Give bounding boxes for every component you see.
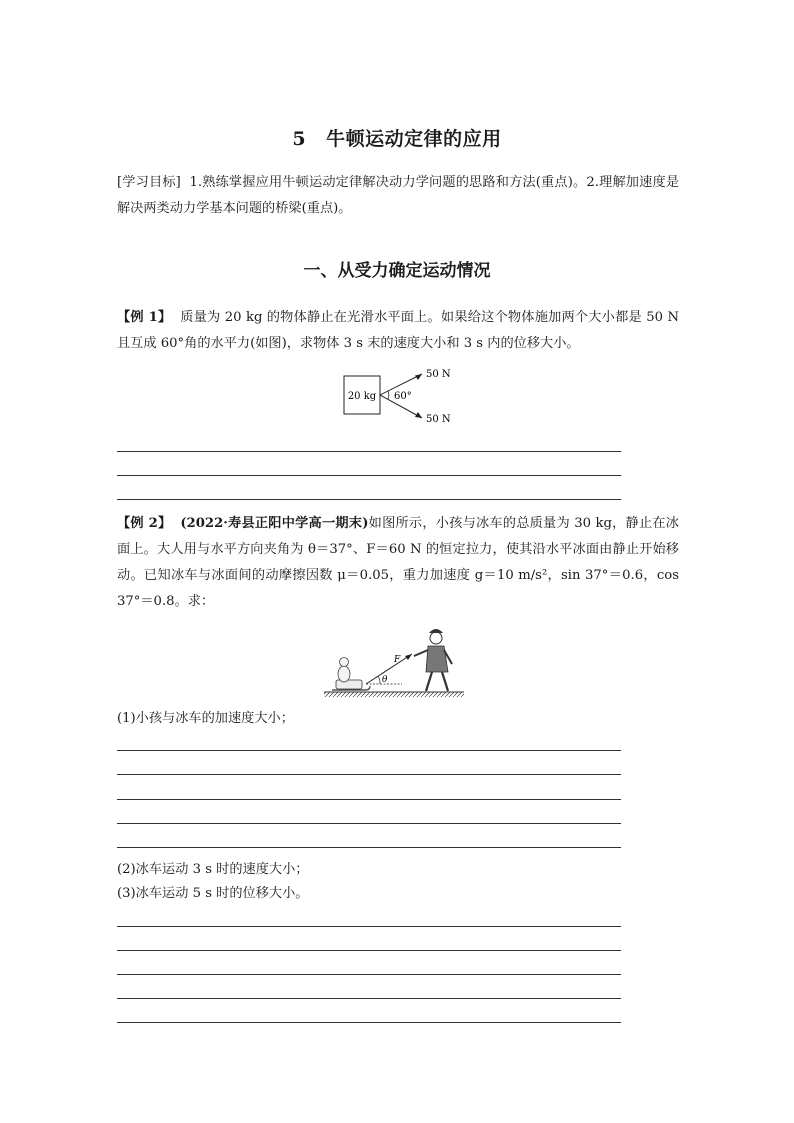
force-diagram <box>340 366 460 428</box>
question-2: (2)冰车运动 3 s 时的速度大小； <box>117 862 309 877</box>
arrowhead-top <box>415 374 422 380</box>
answer-line[interactable] <box>117 499 621 500</box>
pull-rope <box>366 654 412 684</box>
child-head <box>340 658 349 667</box>
adult-hat <box>429 629 443 633</box>
answer-line[interactable] <box>117 1022 621 1023</box>
page-title <box>0 124 794 151</box>
example-2-source: (2022·寿县正阳中学高一期末) <box>180 516 369 531</box>
answer-line[interactable] <box>117 998 621 999</box>
force-f-label: F <box>394 655 401 665</box>
answer-line[interactable] <box>117 799 621 800</box>
answer-line[interactable] <box>117 847 621 848</box>
section-title: 一、从受力确定运动情况 <box>303 261 491 281</box>
adult-head <box>430 632 442 644</box>
answer-line[interactable] <box>117 823 621 824</box>
mass-label: 20 kg <box>347 391 377 402</box>
objectives-tag: [学习目标] <box>117 175 181 190</box>
ice-ground <box>324 692 464 697</box>
lesson-title: 牛顿运动定律的应用 <box>326 128 502 150</box>
angle-arc <box>388 391 389 399</box>
example-1-tag: 【例 1】 <box>117 310 172 325</box>
example-2-tag: 【例 2】 <box>117 516 172 531</box>
child-body <box>338 666 350 682</box>
objectives-text: 1.熟练掌握应用牛顿运动定律解决动力学问题的思路和方法(重点)。2.理解加速度是解决两类动力学基本问题的桥梁(重点)。 <box>117 175 680 216</box>
sled-diagram <box>322 624 468 700</box>
theta-arc <box>378 676 380 684</box>
lesson-number: 5 <box>292 128 307 150</box>
question-1: (1)小孩与冰车的加速度大小； <box>117 711 294 726</box>
answer-line[interactable] <box>117 475 621 476</box>
answer-line[interactable] <box>117 974 621 975</box>
answer-line[interactable] <box>117 774 621 775</box>
example-2 <box>117 511 679 615</box>
answer-line[interactable] <box>117 451 621 452</box>
force-arrowhead <box>405 654 412 660</box>
angle-label: 60° <box>394 391 412 402</box>
adult-leg-back <box>442 672 448 691</box>
answer-line[interactable] <box>117 926 621 927</box>
adult-leg-front <box>426 672 432 691</box>
learning-objectives <box>117 170 679 222</box>
example-2-text: 如图所示，小孩与冰车的总质量为 30 kg，静止在冰面上。大人用与水平方向夹角为 θ＝37°、F＝60 N 的恒定拉力，使其沿水平冰面由静止开始移动。已知冰车与冰面间的动摩擦因数 μ＝0.05，重力加速度 g＝10 m/s²，sin 37°＝0.6，cos 37°＝0.8。求： <box>117 516 679 609</box>
sled-body <box>336 680 362 689</box>
example-1 <box>117 305 679 357</box>
answer-line[interactable] <box>117 750 621 751</box>
force-label-bottom: 50 N <box>426 414 451 425</box>
adult-arm <box>414 650 428 656</box>
answer-line[interactable] <box>117 950 621 951</box>
question-3: (3)冰车运动 5 s 时的位移大小。 <box>117 886 309 901</box>
example-1-text: 质量为 20 kg 的物体静止在光滑水平面上。如果给这个物体施加两个大小都是 50 N 且互成 60°角的水平力(如图)，求物体 3 s 末的速度大小和 3 s 内的位移大小。 <box>117 310 679 351</box>
theta-label: θ <box>382 675 388 685</box>
force-label-top: 50 N <box>426 369 451 380</box>
